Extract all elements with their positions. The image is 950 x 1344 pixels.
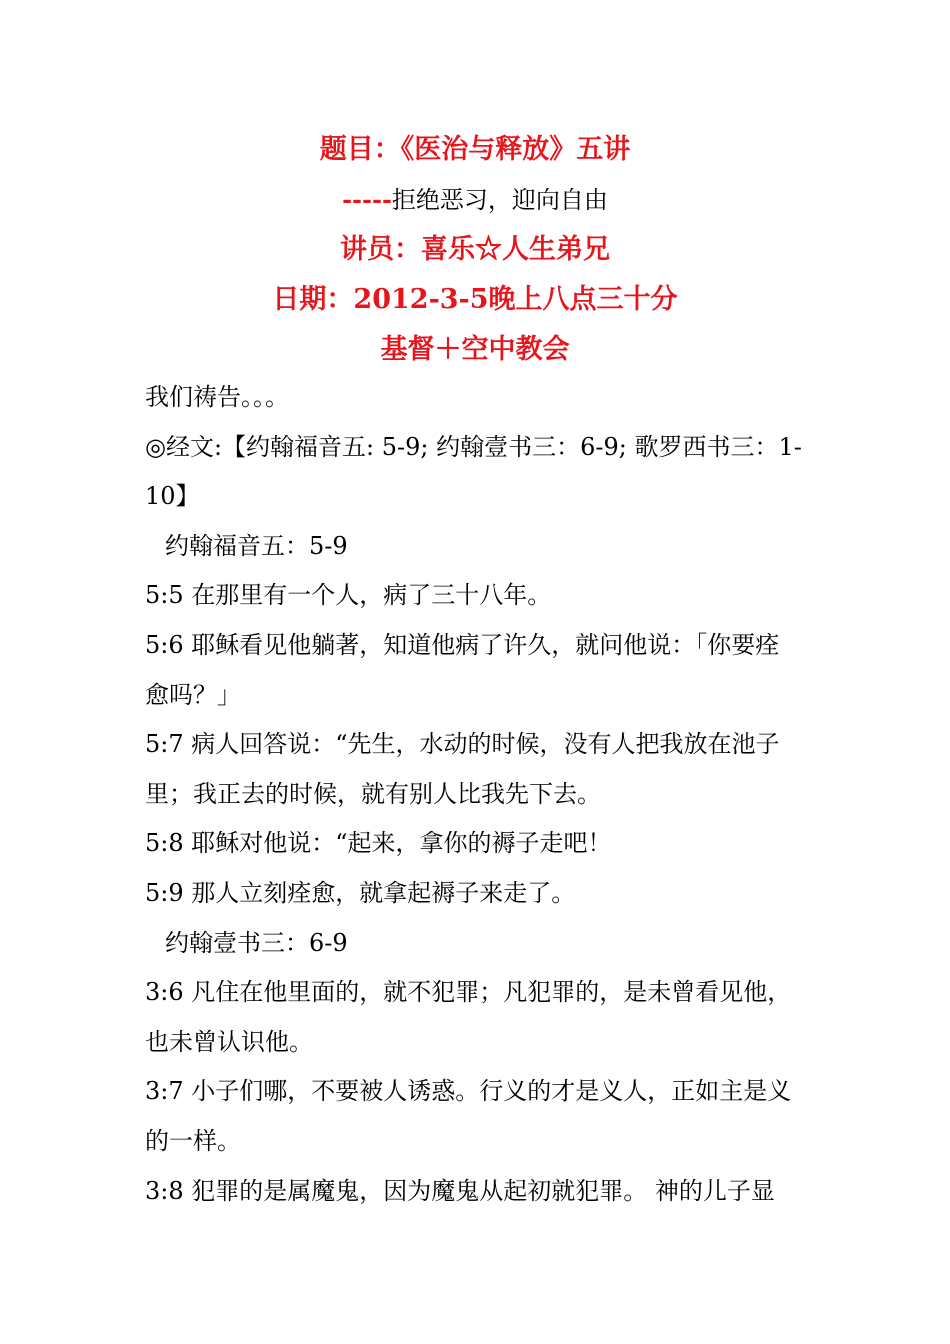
verse-3-6: 3:6 凡住在他里面的，就不犯罪；凡犯罪的，是未曾看见他， (145, 978, 792, 1007)
section-heading-1john3: 约翰壹书三：6-9 (165, 928, 348, 957)
verse-5-7: 5:7 病人回答说：“先生，水动的时候，没有人把我放在池子 (145, 730, 780, 759)
verse-5-9: 5:9 那人立刻痊愈，就拿起褥子来走了。 (145, 878, 576, 907)
subtitle: 拒绝恶习，迎向自由 (391, 186, 608, 214)
verse-3-6-cont: 也未曾认识他。 (145, 1027, 313, 1056)
section-heading-john5: 约翰福音五：5-9 (165, 531, 348, 560)
prayer-line: 我们祷告。。。 (145, 383, 289, 411)
verse-5-6: 5:6 耶稣看见他躺著，知道他病了许久，就问他说：「你要痊 (145, 630, 780, 659)
verse-3-8: 3:8 犯罪的是属魔鬼，因为魔鬼从起初就犯罪。 神的儿子显 (145, 1176, 775, 1205)
verse-5-8: 5:8 耶稣对他说：“起来，拿你的褥子走吧！ (145, 829, 612, 858)
subtitle-dashes: ----- (342, 185, 392, 214)
verse-3-7-cont: 的一样。 (145, 1126, 241, 1155)
scripture-refs-line-cont: 10】 (145, 482, 200, 511)
title: 题目：《医治与释放》五讲 (319, 134, 631, 165)
date: 日期：2012-3-5晚上八点三十分 (272, 284, 678, 315)
subtitle-line (0, 182, 950, 218)
church: 基督＋空中教会 (380, 334, 570, 365)
speaker: 讲员：喜乐☆人生弟兄 (340, 234, 610, 265)
verse-5-6-cont: 愈吗？」 (145, 680, 241, 709)
verse-3-7: 3:7 小子们哪，不要被人诱惑。行义的才是义人，正如主是义 (145, 1077, 792, 1106)
verse-5-7-cont: 里；我正去的时候，就有别人比我先下去。 (145, 779, 601, 808)
scripture-refs-line: ◎经文:【约翰福音五: 5-9; 约翰壹书三：6-9; 歌罗西书三：1- (145, 432, 802, 461)
verse-5-5: 5:5 在那里有一个人，病了三十八年。 (145, 581, 552, 610)
body-text (145, 373, 810, 1216)
